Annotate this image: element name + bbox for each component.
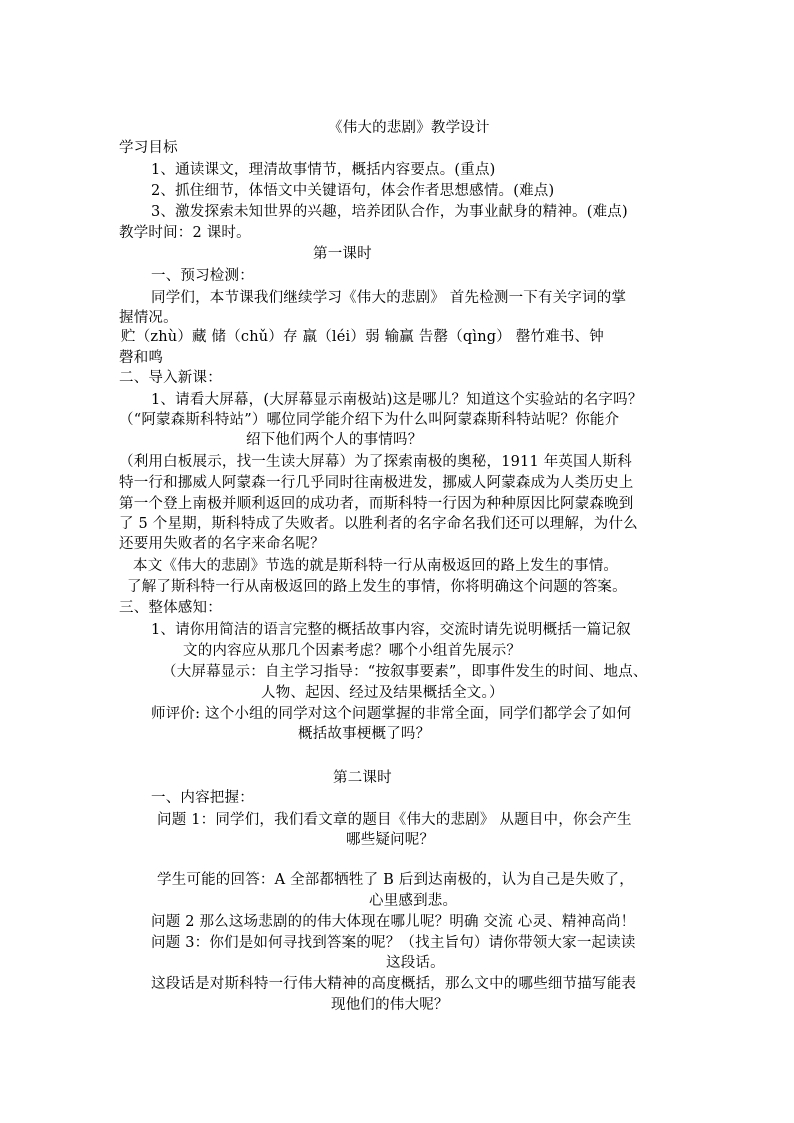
goal-1: 1、通读课文，理清故事情节，概括内容要点。(重点) bbox=[151, 162, 496, 178]
goals-heading: 学习目标 bbox=[119, 140, 178, 156]
section-2-para-3: 本文《伟大的悲剧》节选的就是斯科特一行从南极返回的路上发生的事情。 bbox=[133, 558, 619, 574]
section-2-para-2: 特一行和挪威人阿蒙森一行几乎同时往南极进发，挪威人阿蒙森成为人类历史上 bbox=[119, 475, 634, 491]
vocabulary-line: 贮（zhù）藏 储（chǔ）存 羸（léi）弱 输赢 告罄（qìng） 罄竹难书、钟 bbox=[121, 329, 604, 345]
lesson-2-section-1-heading: 一、内容把握： bbox=[151, 790, 254, 806]
section-2-para-1: 绍下他们两个人的事情吗？ bbox=[246, 432, 423, 448]
section-3-para-3: 概括故事梗概了吗？ bbox=[298, 726, 431, 742]
lesson-2-heading: 第二课时 bbox=[333, 770, 392, 786]
section-2-para-2: （利用白板展示，找一生读大屏幕）为了探索南极的奥秘，1911 年英国人斯科 bbox=[119, 454, 632, 470]
section-3-para-2: （大屏幕显示：自主学习指导：“按叙事要素”，即事件发生的时间、地点、 bbox=[162, 664, 648, 680]
question-1: 哪些疑问呢？ bbox=[346, 832, 435, 848]
goal-3: 3、激发探索未知世界的兴趣，培养团队合作，为事业献身的精神。(难点) bbox=[151, 204, 628, 220]
section-3-para-3: 师评价: 这个小组的同学对这个问题掌握的非常全面，同学们都学会了如何 bbox=[151, 706, 632, 722]
section-3-para-1: 1、请你用简洁的语言完整的概括故事内容，交流时请先说明概括一篇记叙 bbox=[151, 622, 631, 638]
question-1: 问题 1：同学们，我们看文章的题目《伟大的悲剧》 从题目中，你会产生 bbox=[157, 812, 632, 828]
section-2-para-2: 第一个登上南极并顺利返回的成功者，而斯科特一行因为种种原因比阿蒙森晚到 bbox=[119, 496, 634, 512]
section-1-para-1: 同学们，本节课我们继续学习《伟大的悲剧》 首先检测一下有关字词的掌 bbox=[151, 290, 627, 306]
section-2-para-1: 1、请看大屏幕，(大屏幕显示南极站)这是哪儿？知道这个实验站的名字吗？ bbox=[151, 392, 643, 408]
closing-paragraph: 现他们的伟大呢？ bbox=[331, 997, 449, 1013]
section-2-heading: 二、导入新课： bbox=[119, 370, 222, 386]
student-answer: 心里感到悲。 bbox=[369, 893, 458, 909]
closing-paragraph: 这段话是对斯科特一行伟大精神的高度概括，那么文中的哪些细节描写能表 bbox=[151, 976, 637, 992]
section-1-heading: 一、预习检测： bbox=[151, 268, 254, 284]
doc-title: 《伟大的悲剧》教学设计 bbox=[328, 120, 490, 136]
section-2-para-2: 了 5 个星期，斯科特成了失败者。以胜利者的名字命名我们还可以理解，为什么 bbox=[119, 516, 638, 532]
teaching-time: 教学时间：2 课时。 bbox=[119, 225, 251, 241]
student-answer: 学生可能的回答：A 全部都牺牲了 B 后到达南极的，认为自己是失败了， bbox=[157, 872, 634, 888]
question-3: 这段话。 bbox=[386, 955, 445, 971]
section-3-heading: 三、整体感知： bbox=[119, 600, 222, 616]
section-2-para-4: 了解了斯科特一行从南极返回的路上发生的事情，你将明确这个问题的答案。 bbox=[127, 579, 627, 595]
goal-2: 2、抓住细节，体悟文中关键语句，体会作者思想感情。(难点) bbox=[151, 183, 555, 199]
section-3-para-1: 文的内容应从那几个因素考虑？哪个小组首先展示？ bbox=[183, 643, 522, 659]
question-3: 问题 3：你们是如何寻找到答案的呢？（找主旨句）请你带领大家一起读读 bbox=[151, 935, 636, 951]
section-1-para-1: 握情况。 bbox=[119, 310, 178, 326]
vocabulary-line: 磬和鸣 bbox=[119, 350, 164, 366]
section-2-para-2: 还要用失败者的名字来命名呢？ bbox=[119, 536, 325, 552]
section-2-para-1: （“阿蒙森斯科特站”）哪位同学能介绍下为什么叫阿蒙森斯科特站呢？你能介 bbox=[119, 412, 620, 428]
question-2: 问题 2 那么这场悲剧的的伟大体现在哪儿呢？明确 交流 心灵、精神高尚！ bbox=[151, 914, 636, 930]
section-3-para-2: 人物、起因、经过及结果概括全文。） bbox=[261, 685, 504, 701]
lesson-1-heading: 第一课时 bbox=[313, 246, 372, 262]
